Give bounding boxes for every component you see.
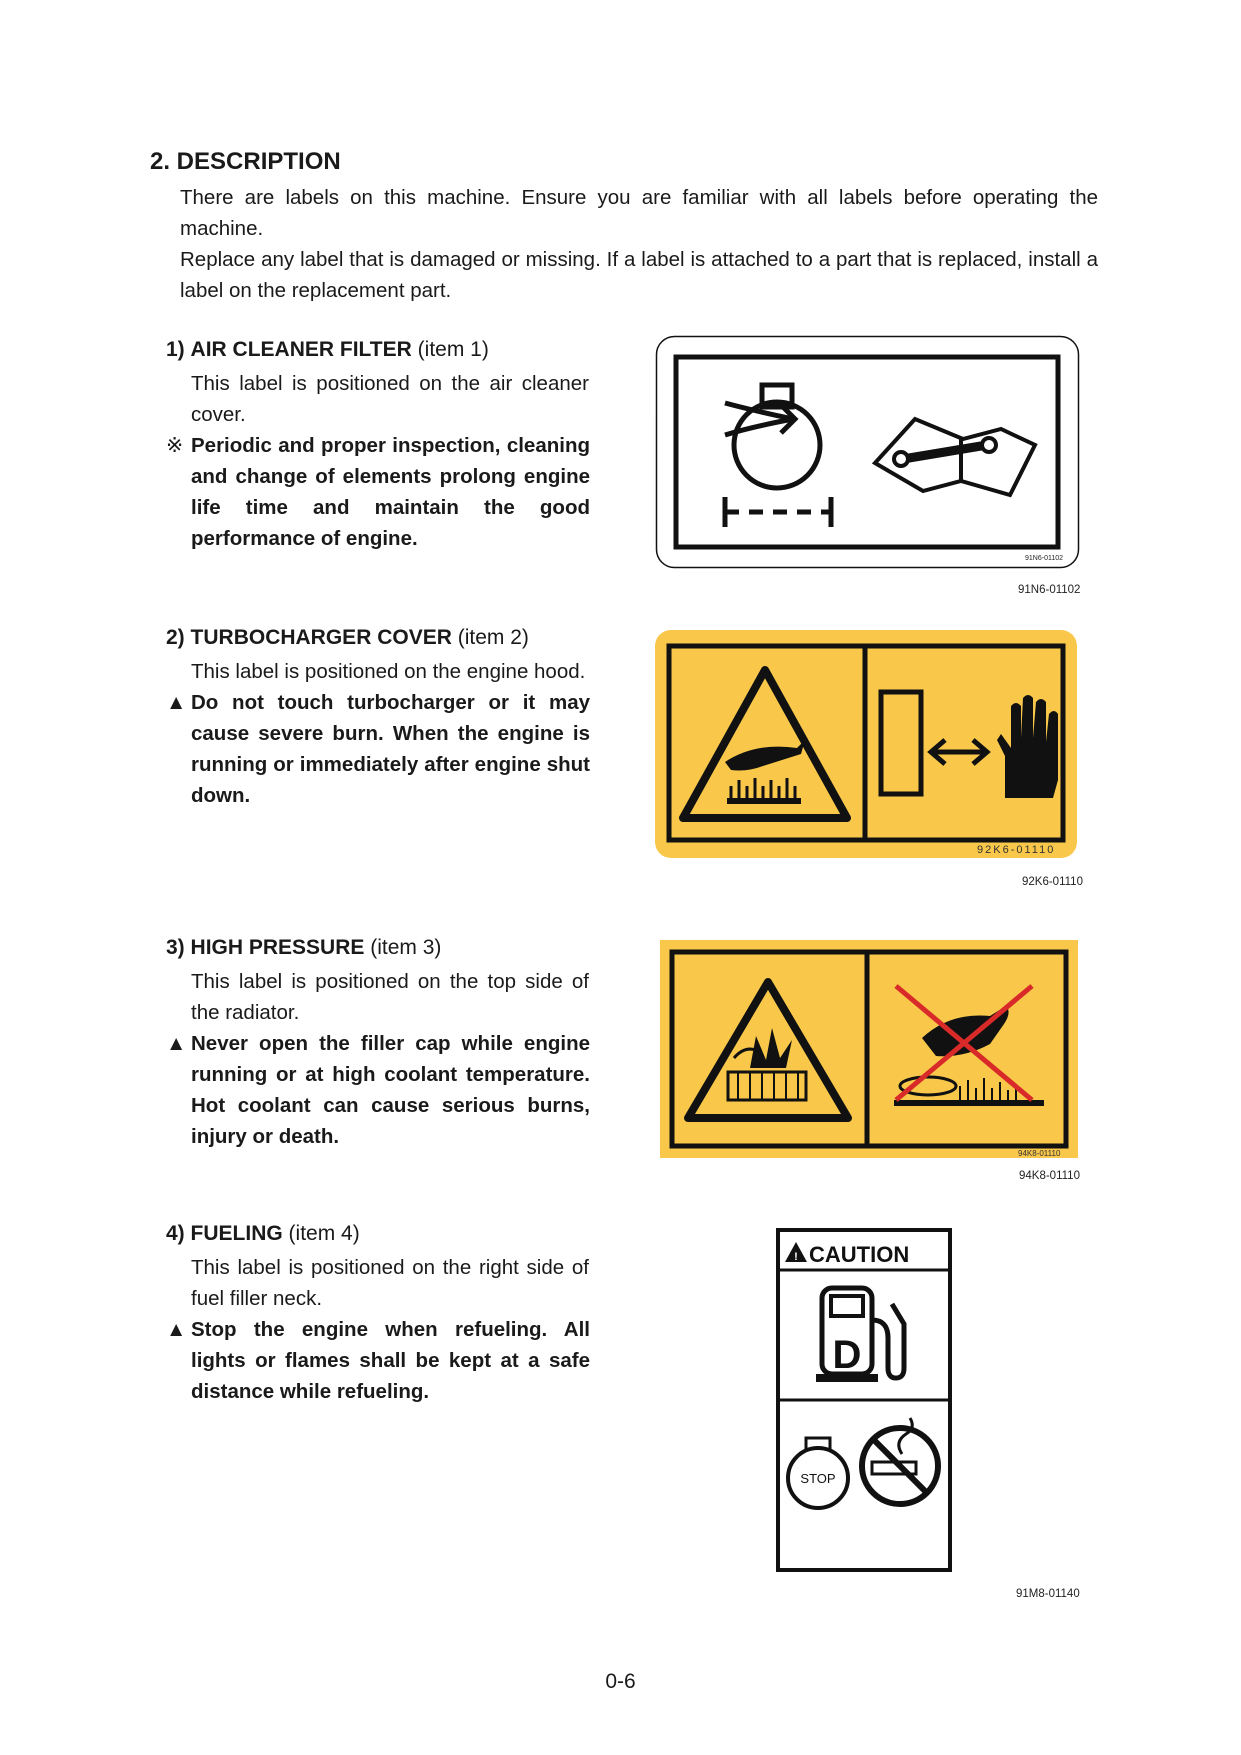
section-3-title [166,936,441,960]
section-2-note-text: Do not touch turbocharger or it may cause severe burn. When the engine is running or immediately after engine shut down. [191,691,590,807]
section-4-note-text: Stop the engine when refueling. All lights or flames shall be kept at a safe distance while refueling. [191,1318,590,1403]
section-3-note-text: Never open the filler cap while engine running or at high coolant temperature. Hot coolant can cause serious burns, injury or death. [191,1032,590,1148]
intro-paragraph-2: Replace any label that is damaged or missing. If a label is attached to a part that is replaced, install a label on the replacement part. [180,248,1098,302]
section-1-title-text: AIR CLEANER FILTER [190,338,412,361]
label-4-code: 91M8-01140 [1016,1588,1080,1600]
label-high-pressure [660,940,1078,1158]
section-1-note [166,430,590,554]
label-1-code: 91N6-01102 [1018,584,1081,596]
warning-icon: ▲ [166,1318,187,1341]
label-3-code: 94K8-01110 [1019,1170,1080,1182]
section-3-body: This label is positioned on the top side of the radiator. [191,970,589,1024]
section-1-body: This label is positioned on the air cleaner cover. [191,372,589,426]
section-2-note [166,687,590,811]
section-1-title [166,338,489,362]
section-3-title-text: HIGH PRESSURE [190,936,365,959]
label-1-inner-code: 91N6-01102 [1025,555,1064,562]
section-4-note [166,1314,590,1407]
label-air-cleaner [655,335,1080,569]
label-fueling [776,1228,952,1572]
warning-icon: ▲ [166,691,187,714]
label-3-inner-code: 94K8-01110 [1018,1149,1061,1158]
section-heading: 2. DESCRIPTION [150,148,341,175]
section-4-body: This label is positioned on the right side of fuel filler neck. [191,1256,589,1310]
section-4-number: 4) [166,1222,185,1245]
section-2-item: (item 2) [457,626,529,649]
section-3-number: 3) [166,936,185,959]
svg-text:D: D [832,1333,862,1377]
section-2-title-text: TURBOCHARGER COVER [190,626,452,649]
label-2-code: 92K6-01110 [1022,876,1083,888]
section-4-title [166,1222,360,1246]
section-4-title-text: FUELING [190,1222,283,1245]
intro-paragraph-1: There are labels on this machine. Ensure you are familiar with all labels before operating the machine. [180,186,1098,240]
section-2-number: 2) [166,626,185,649]
section-4-item: (item 4) [288,1222,360,1245]
label-2-inner-code: 92K6-01110 [977,844,1056,856]
section-1-item: (item 1) [417,338,489,361]
section-2-title [166,626,529,650]
label-turbocharger [655,630,1077,858]
stop-text: STOP [800,1471,836,1486]
section-2-body: This label is positioned on the engine hood. [191,660,586,683]
page-number: 0-6 [605,1670,636,1693]
section-3-note [166,1028,590,1152]
reference-mark: ※ [166,434,184,457]
svg-text:!: ! [794,1251,798,1263]
warning-icon: ▲ [166,1032,187,1055]
section-1-note-text: Periodic and proper inspection, cleaning and change of elements prolong engine life time and maintain the good performance of engine. [191,434,590,550]
section-3-item: (item 3) [370,936,442,959]
caution-header: CAUTION [809,1242,910,1267]
section-1-number: 1) [166,338,185,361]
